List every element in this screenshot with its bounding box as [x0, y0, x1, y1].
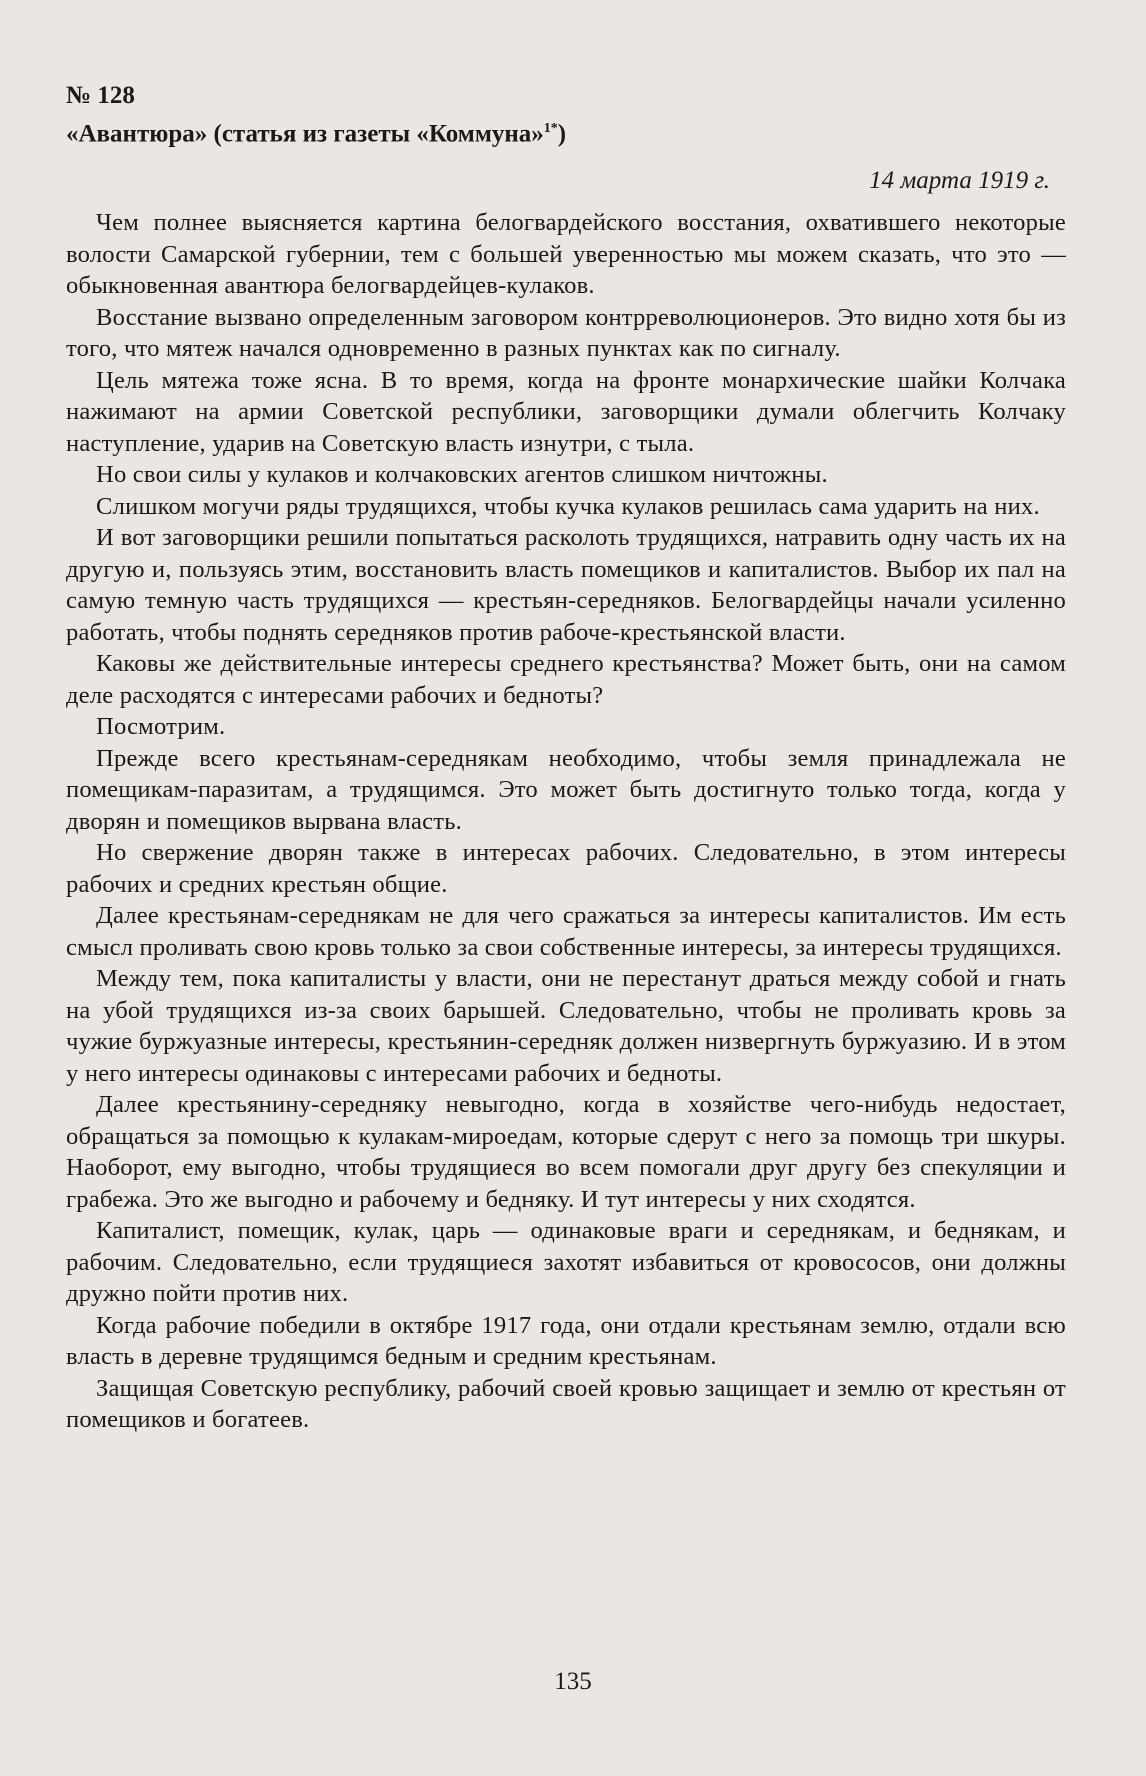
paragraph: Но свержение дворян также в интересах рабочих. Следовательно, в этом интересы рабочих и средних крестьян общие. [66, 839, 1066, 898]
paragraph: Слишком могучи ряды трудящихся, чтобы кучка кулаков решилась сама ударить на них. [96, 492, 1040, 520]
paragraph: Между тем, пока капиталисты у власти, они не перестанут драться между собой и гнать на убой трудящихся из-за своих барышей. Следовательно, чтобы не проливать кровь за чужие буржуазные интересы, крестьянин-середняк должен низвергнуть буржуазию. И в этом у него интересы одинаковы с интересами рабочих и бедноты. [66, 965, 1066, 1087]
paragraph: Когда рабочие победили в октябре 1917 года, они отдали крестьянам землю, отдали всю власть в деревне трудящимся бедным и средним крестьянам. [66, 1311, 1066, 1371]
document-title-close: ) [557, 120, 567, 148]
paragraph: Восстание вызвано определенным заговором контрреволюционеров. Это видно хотя бы из того, что мятеж начался одновременно в разных пунктах как по сигналу. [66, 303, 1066, 363]
article-body [66, 207, 1066, 1436]
page-number: 135 [554, 1668, 592, 1695]
paragraph: Капиталист, помещик, кулак, царь — одинаковые враги и середнякам, и беднякам, и рабочим. Следовательно, если трудящиеся захотят избавиться от кровососов, они должны дружно пойти против них. [66, 1217, 1066, 1308]
paragraph: Посмотрим. [96, 713, 226, 741]
paragraph: Каковы же действительные интересы среднего крестьянства? Может быть, они на самом деле расходятся с интересами рабочих и бедноты? [66, 650, 1066, 709]
paragraph: Цель мятежа тоже ясна. В то время, когда на фронте монархические шайки Колчака нажимают на армии Советской республики, заговорщики думали облегчить Колчаку наступление, ударив на Советскую власть изнутри, с тыла. [66, 366, 1066, 457]
paragraph: Далее крестьянину-середняку невыгодно, когда в хозяйстве чего-нибудь недостает, обращаться за помощью к кулакам-мироедам, которые сдерут с него за помощь три шкуры. Наоборот, ему выгодно, чтобы трудящиеся во всем помогали друг другу без спекуляции и грабежа. Это же выгодно и рабочему и бедняку. И тут интересы у них сходятся. [66, 1091, 1066, 1213]
paragraph: Чем полнее выясняется картина белогвардейского восстания, охватившего некоторые волости Самарской губернии, тем с большей уверенностью мы можем сказать, что это — обыкновенная авантюра белогвардейцев-кулаков. [66, 209, 1066, 300]
paragraph: И вот заговорщики решили попытаться расколоть трудящихся, натравить одну часть их на другую и, пользуясь этим, восстановить власть помещиков и капиталистов. Выбор их пал на самую темную часть трудящихся — крестьян-середняков. Белогвардейцы начали усиленно работать, чтобы поднять середняков против рабоче-крестьянской власти. [66, 524, 1066, 646]
document-number: № 128 [66, 82, 135, 109]
footnote-marker: 1* [543, 121, 558, 136]
paragraph: Далее крестьянам-середнякам не для чего сражаться за интересы капиталистов. Им есть смысл проливать свою кровь только за свои собственные интересы, за интересы трудящихся. [66, 902, 1066, 961]
document-date: 14 марта 1919 г. [869, 167, 1050, 195]
document-title [66, 112, 1066, 151]
paragraph: Защищая Советскую республику, рабочий своей кровью защищает и землю от крестьян от помещиков и богатеев. [66, 1374, 1066, 1434]
paragraph: Но свои силы у кулаков и колчаковских агентов слишком ничтожны. [96, 461, 828, 489]
document-content [66, 80, 1066, 1436]
document-title-text: «Авантюра» (статья из газеты «Коммуна» [66, 120, 544, 148]
paragraph: Прежде всего крестьянам-середнякам необходимо, чтобы земля принадлежала не помещикам-паразитам, а трудящимся. Это может быть достигнуто только тогда, когда у дворян и помещиков вырвана власть. [66, 744, 1066, 835]
